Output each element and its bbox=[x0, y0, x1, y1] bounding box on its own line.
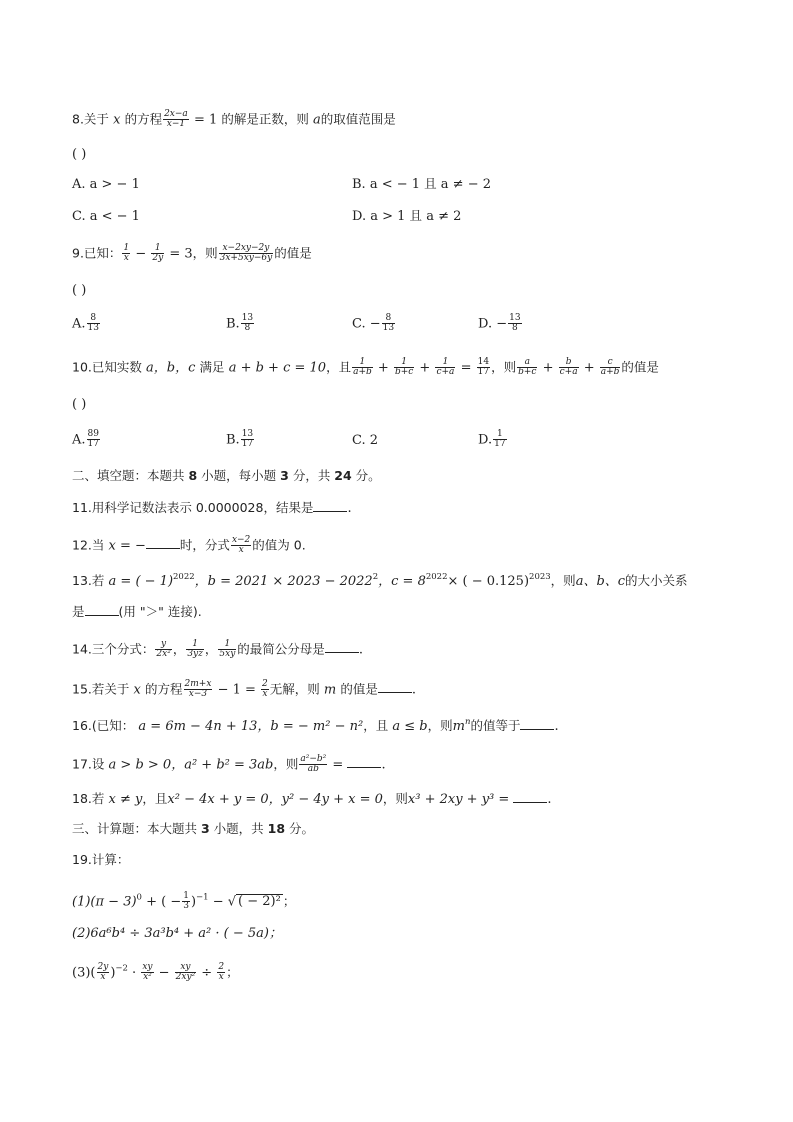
q17-answer-blank[interactable] bbox=[347, 757, 381, 768]
q19-title: 19.计算： bbox=[72, 852, 130, 867]
q10-paren: ( ) bbox=[72, 397, 87, 412]
q19-part3: (3)( $\frac{2y}{x}$ )$^{-2}$ · $\frac{xy}{\text{x²}}$ − $\frac{xy}{\text{2xy²}}$ ÷ $\frac{2}{x}$ ； bbox=[72, 962, 239, 983]
q15: 15.若关于 x 的方程 $\frac{2m+x}{x-3}$ − 1 = $\frac{2}{x}$ 无解，则 m 的值是 . bbox=[72, 679, 417, 700]
q8-option-a[interactable]: A. a > − 1 bbox=[72, 177, 140, 192]
q18: 18.若 x ≠ y，且x² − 4x + y = 0，y² − 4y + x = 0，则x³ + 2xy + y³ = . bbox=[72, 791, 552, 807]
q14: 14.三个分式： $\frac{y}{\text{2x²}}$ ， $\frac{1}{3yz}$ ， $\frac{1}{5xy}$ 的最简公分母是 . bbox=[72, 639, 363, 660]
q19-part2: (2)6a⁶b⁴ ÷ 3a³b⁴ + a² · ( − 5a)； bbox=[72, 926, 282, 941]
q18-answer-blank[interactable] bbox=[513, 792, 547, 803]
q9-frac1: $\frac{1}{x}$ bbox=[123, 243, 130, 264]
q11-answer-blank[interactable] bbox=[313, 501, 347, 512]
q13-line2: 是 (用 "＞" 连接). bbox=[72, 604, 202, 619]
q9-option-c[interactable]: C. − $\frac{8}{13}$ bbox=[352, 313, 395, 334]
q8-option-c[interactable]: C. a < − 1 bbox=[72, 209, 140, 224]
q11: 11.用科学记数法表示 0.0000028，结果是 . bbox=[72, 500, 352, 516]
q19-part1: $(1)(\pi - 3)^0$ + ( − $\frac{1}{3}$ )$^{-1}$ − √ ( − 2)² ； bbox=[72, 891, 296, 912]
q8-fraction: $\frac{2x-a}{x-1}$ bbox=[164, 109, 188, 130]
q8-paren: ( ) bbox=[72, 147, 87, 162]
q10-option-b[interactable]: B. $\frac{13}{17}$ bbox=[226, 429, 254, 450]
q9-option-b[interactable]: B. $\frac{13}{8}$ bbox=[226, 313, 254, 334]
q9-stem: 9.已知： $\frac{1}{x}$ − $\frac{1}{2y}$ = 3，则 $\frac{x-2xy-2y}{3x+5xy-6y}$ 的值是 bbox=[72, 243, 312, 264]
q8-option-d[interactable]: D. a > 1 且 a ≠ 2 bbox=[352, 208, 462, 224]
q13-answer-blank[interactable] bbox=[85, 605, 119, 616]
q10-stem: 10.已知实数 a，b，c 满足 a + b + c = 10，且 $\frac{1}{a+b}$ + $\frac{1}{b+c}$ + $\frac{1}{c+a}$ = $\frac{14}{17}$ ，则 $\frac{a}{b+c}$ + $\frac{b}{c+a}$ + $\frac{c}{a+b}$ 的值是 bbox=[72, 357, 659, 378]
section-3-heading: 三、计算题：本大题共 3 小题，共 18 分。 bbox=[72, 821, 315, 836]
q12: 12.当 x = − 时，分式 $\frac{x-2}{x}$ 的值为 0. bbox=[72, 535, 306, 556]
q8-option-b[interactable]: B. a < − 1 且 a ≠ − 2 bbox=[352, 176, 492, 192]
q8-stem: 8.关于 x 的方程 $\frac{2x-a}{x-1}$ = 1 的解是正数，则 a的取值范围是 bbox=[72, 109, 396, 130]
q15-answer-blank[interactable] bbox=[378, 682, 412, 693]
section-2-heading: 二、填空题：本题共 8 小题，每小题 3 分，共 24 分。 bbox=[72, 468, 381, 483]
q9-paren: ( ) bbox=[72, 283, 87, 298]
q9-option-a[interactable]: A. $\frac{8}{13}$ bbox=[72, 313, 99, 334]
q10-option-a[interactable]: A. $\frac{89}{17}$ bbox=[72, 429, 99, 450]
q13-line1: 13.若 a = ( − 1)$^{2022}$，$b = 2021 \times 2023 - 2022^2$，$c = 8^{2022}\times$ ( − 0.125)$^{2023}$，则a、b、c的大小关系 bbox=[72, 572, 688, 589]
q9-option-d[interactable]: D. − $\frac{13}{8}$ bbox=[478, 313, 521, 334]
q16-answer-blank[interactable] bbox=[520, 719, 554, 730]
q9-frac3: $\frac{x-2xy-2y}{3x+5xy-6y}$ bbox=[219, 243, 273, 264]
q14-answer-blank[interactable] bbox=[325, 642, 359, 653]
q12-answer-blank[interactable] bbox=[146, 538, 180, 549]
q9-frac2: $\frac{1}{2y}$ bbox=[152, 243, 164, 264]
q10-option-c[interactable]: C. 2 bbox=[352, 433, 379, 448]
q10-option-d[interactable]: D. $\frac{1}{17}$ bbox=[478, 429, 506, 450]
q17: 17.设 a > b > 0，a² + b² = 3ab，则 $\frac{\text{a²−b²}}{ab}$ = . bbox=[72, 754, 386, 775]
q16: 16.(已知： a = 6m − 4n + 13，b = − m² − n²，且 a ≤ b，则$m^n$的值等于 . bbox=[72, 717, 559, 734]
